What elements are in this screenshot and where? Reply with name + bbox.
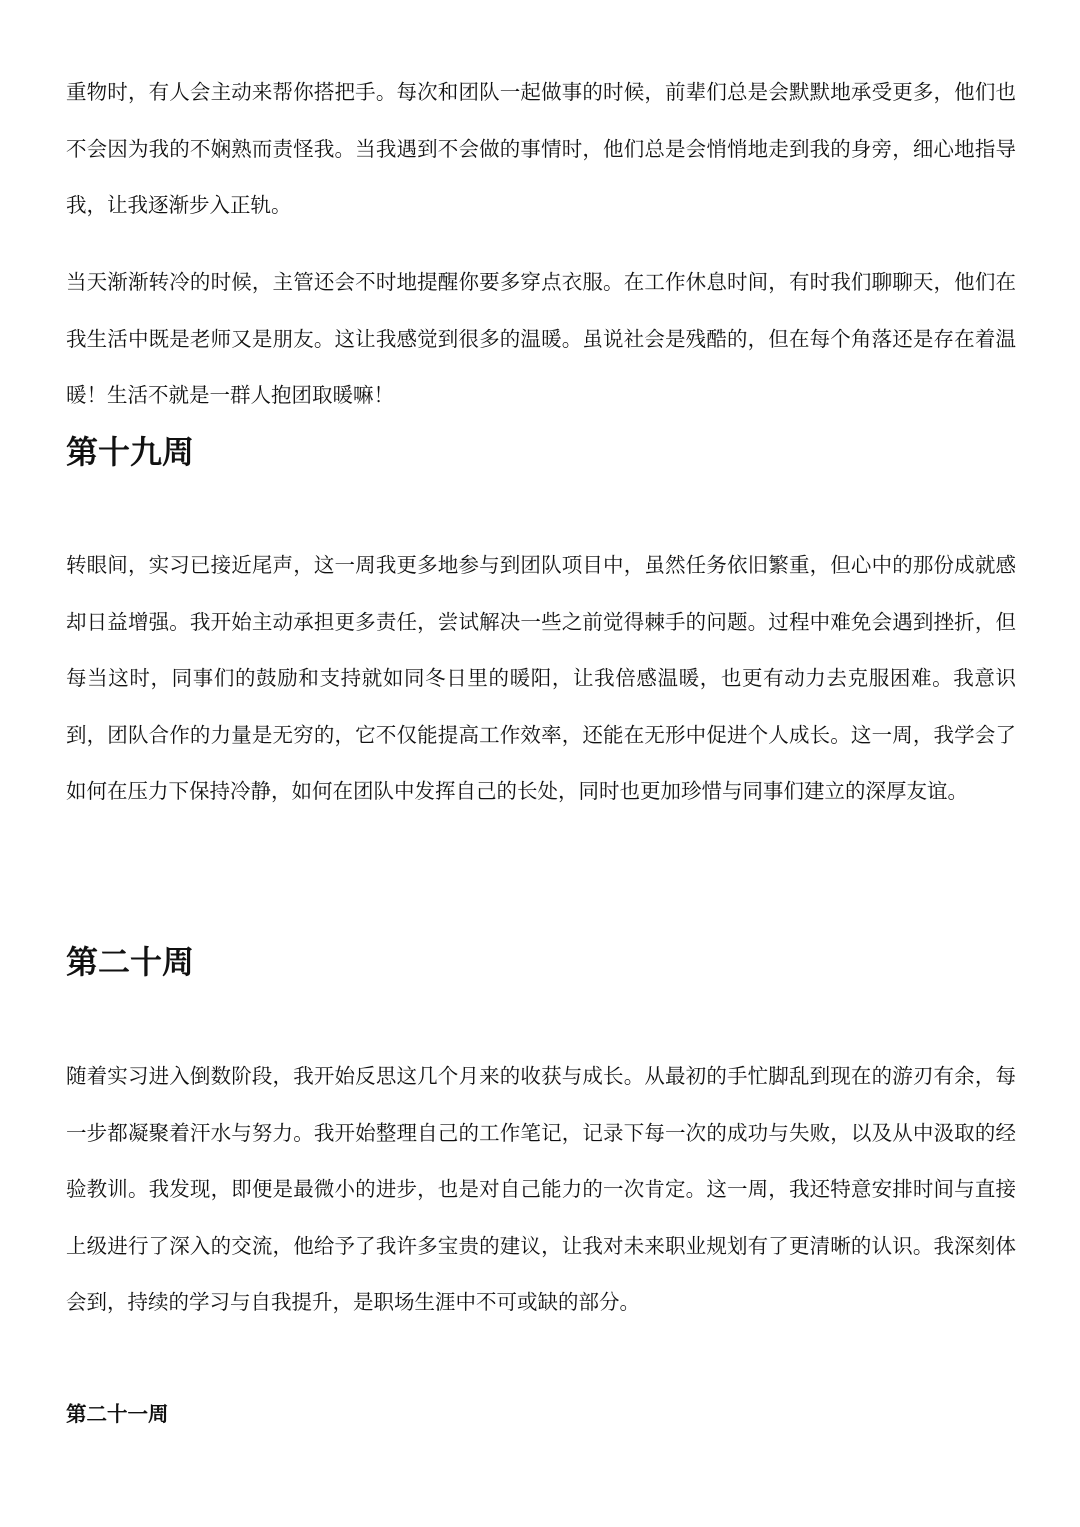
heading-week-21: 第二十一周 <box>66 1402 169 1426</box>
paragraph-warmth: 当天渐渐转冷的时候，主管还会不时地提醒你要多穿点衣服。在工作休息时间，有时我们聊聊天，他们在我生活中既是老师又是朋友。这让我感觉到很多的温暖。虽说社会是残酷的，但在每个角落还是存在着温暖！生活不就是一群人抱团取暖嘛！ <box>66 270 1016 407</box>
paragraph-week-19: 转眼间，实习已接近尾声，这一周我更多地参与到团队项目中，虽然任务依旧繁重，但心中的那份成就感却日益增强。我开始主动承担更多责任，尝试解决一些之前觉得棘手的问题。过程中难免会遇到挫折，但每当这时，同事们的鼓励和支持就如同冬日里的暖阳，让我倍感温暖，也更有动力去克服困难。我意识到，团队合作的力量是无穷的，它不仅能提高工作效率，还能在无形中促进个人成长。这一周，我学会了如何在压力下保持冷静，如何在团队中发挥自己的长处，同时也更加珍惜与同事们建立的深厚友谊。 <box>66 553 1016 803</box>
heading-week-20: 第二十周 <box>66 943 195 981</box>
heading-week-19: 第十九周 <box>66 433 195 471</box>
paragraph-colleagues-help: 重物时，有人会主动来帮你搭把手。每次和团队一起做事的时候，前辈们总是会默默地承受更多，他们也不会因为我的不娴熟而责怪我。当我遇到不会做的事情时，他们总是会悄悄地走到我的身旁，细心地指导我，让我逐渐步入正轨。 <box>66 80 1016 217</box>
paragraph-week-20: 随着实习进入倒数阶段，我开始反思这几个月来的收获与成长。从最初的手忙脚乱到现在的游刃有余，每一步都凝聚着汗水与努力。我开始整理自己的工作笔记，记录下每一次的成功与失败，以及从中汲取的经验教训。我发现，即便是最微小的进步，也是对自己能力的一次肯定。这一周，我还特意安排时间与直接上级进行了深入的交流，他给予了我许多宝贵的建议，让我对未来职业规划有了更清晰的认识。我深刻体会到，持续的学习与自我提升，是职场生涯中不可或缺的部分。 <box>66 1064 1016 1314</box>
